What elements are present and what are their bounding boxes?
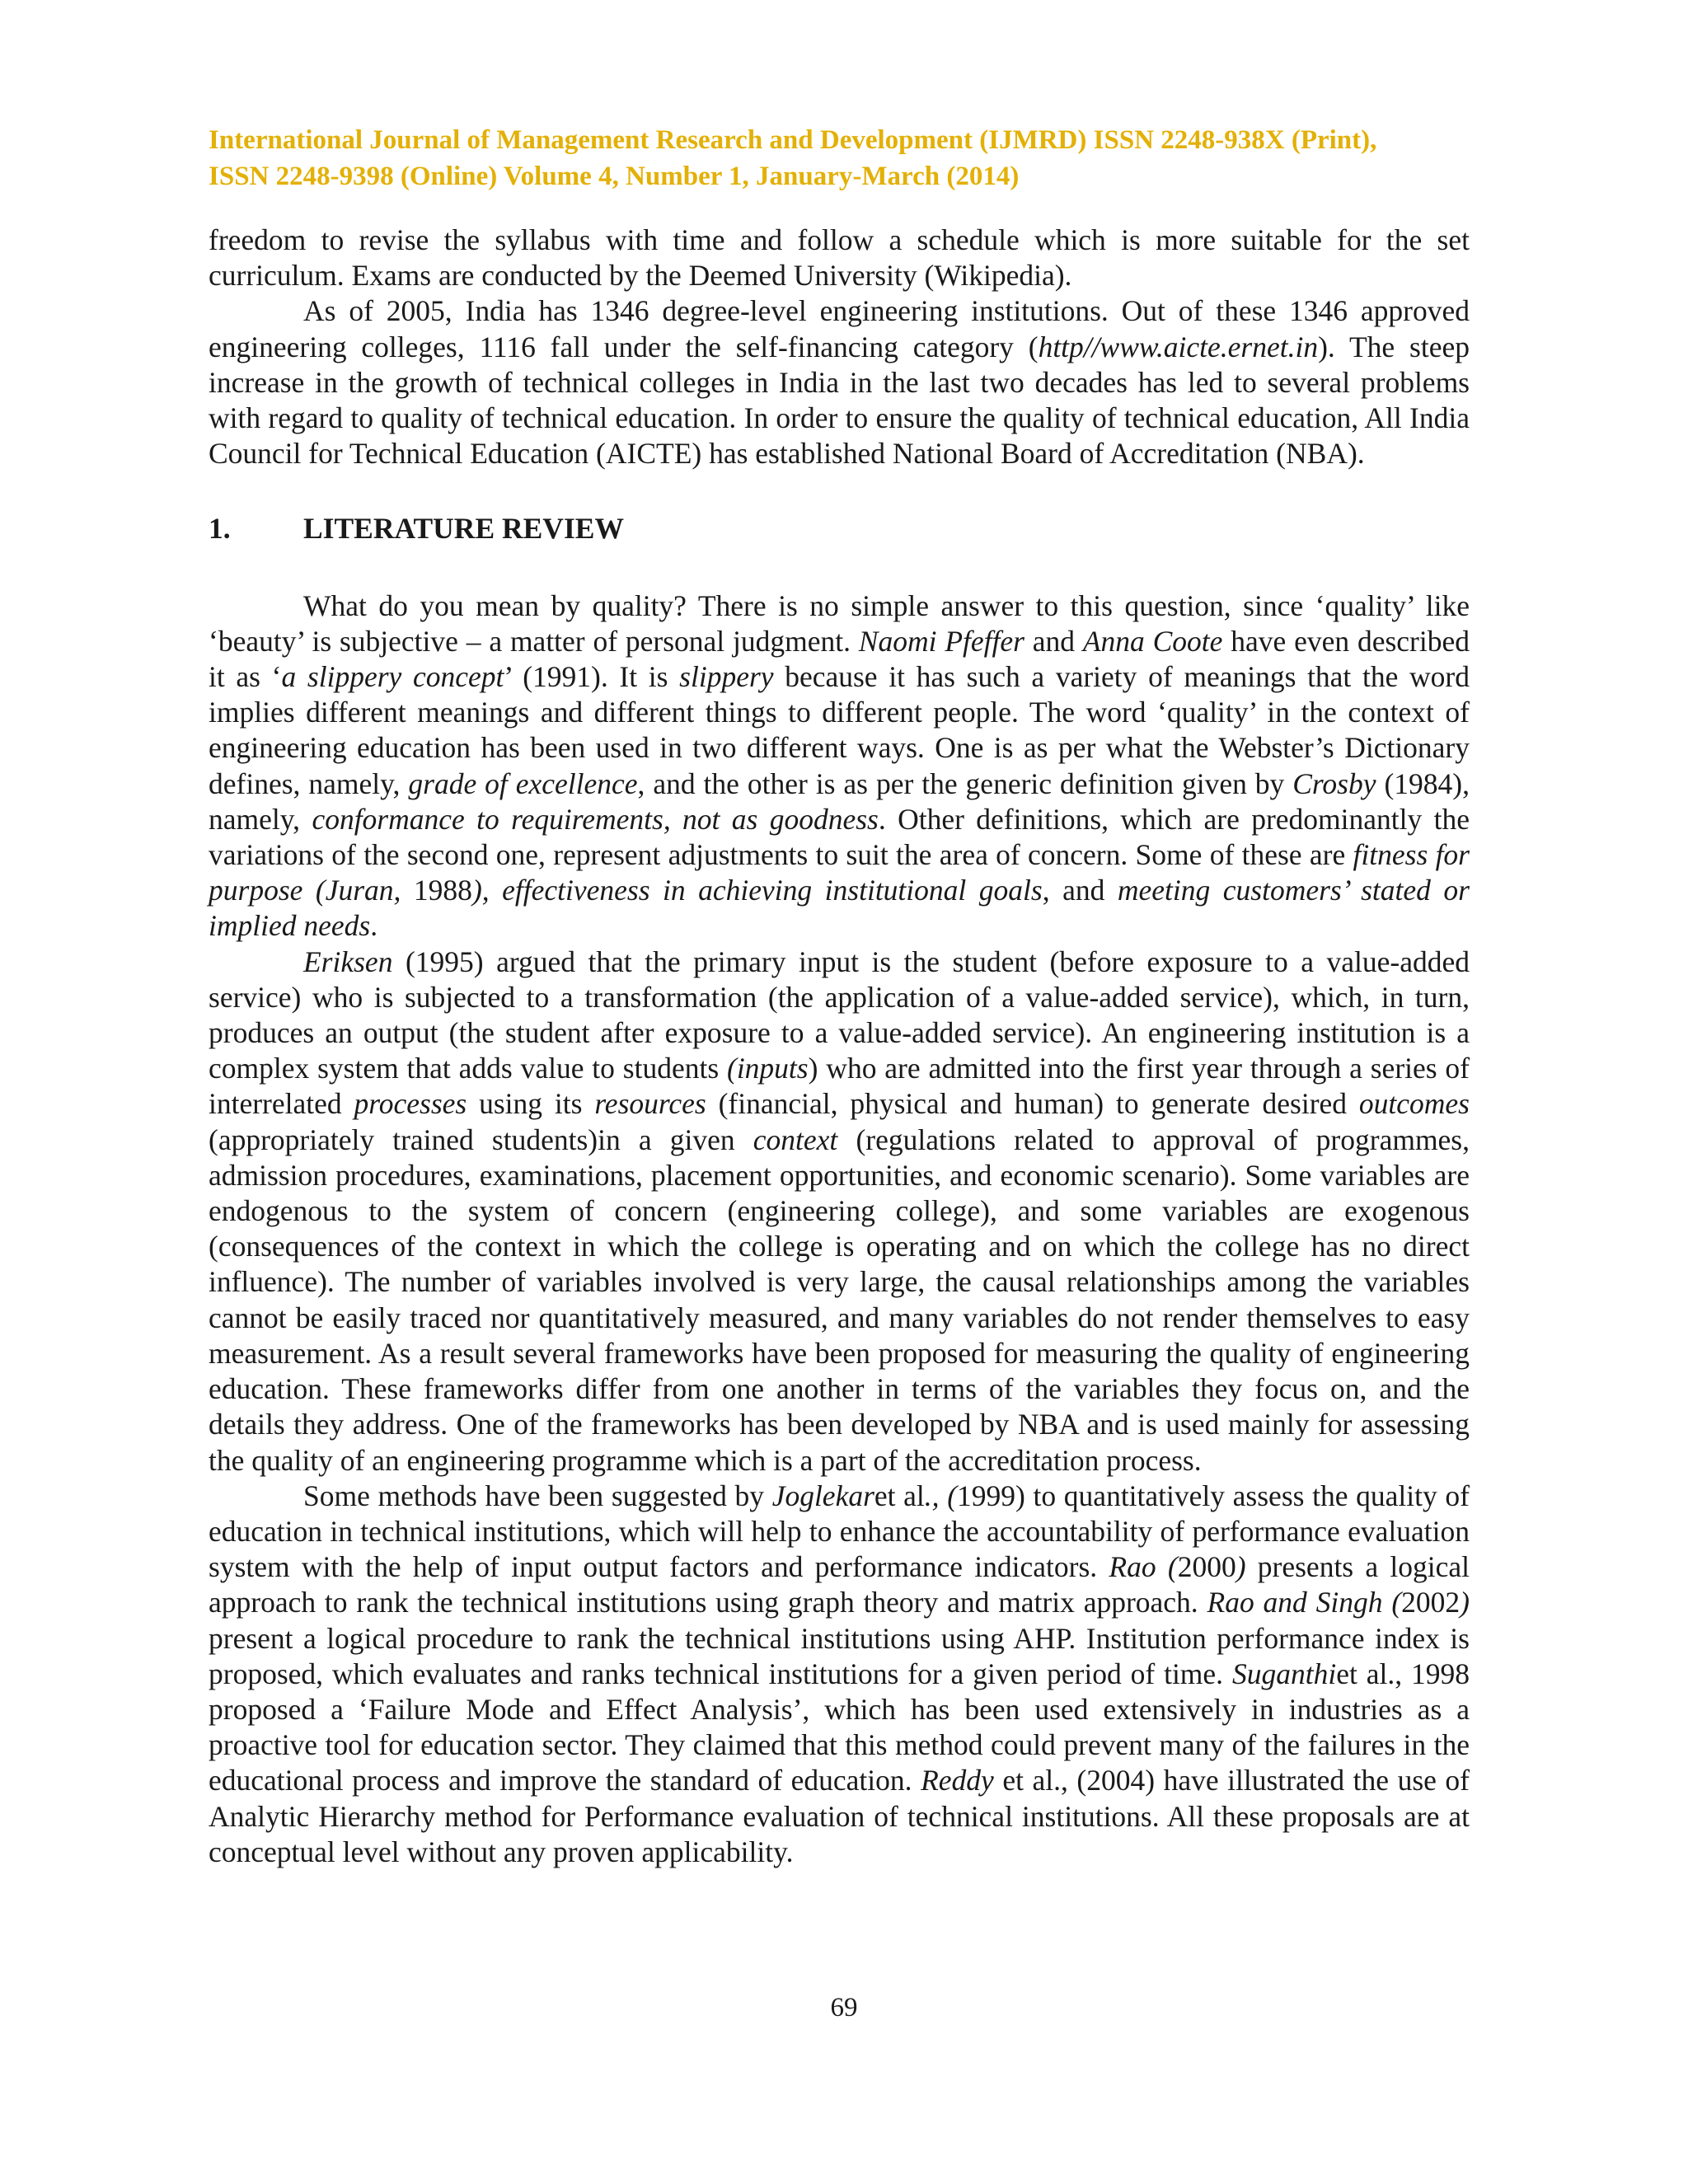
italic-run: Joglekar [771,1479,874,1512]
text-run: As of 2005, India has 1346 degree-level engineering institutions. Out of these 1346 approved engineering colleges, 1116 fall under the self-financing category ( [209,294,1470,363]
italic-run: Rao ( [1109,1550,1178,1584]
italic-run: Naomi Pfeffer [858,624,1025,658]
italic-run: resources [594,1087,706,1121]
paragraph-methods [209,1479,1470,1870]
text-run: and [1024,624,1083,658]
text-run: using its [467,1087,595,1121]
text-run: because it has such a variety of meanings that the word implies different meanings and different things to different people. The word ‘quality’ in the context of engineering education has been used in two different ways. One is as per what the Webster’s Dictionary defines, namely, [209,660,1470,800]
italic-run: meeting customers’ stated or implied needs [209,874,1470,943]
section-heading [209,511,1470,546]
text-run: . [370,909,378,943]
text-run: What do you mean by quality? There is no simple answer to this question, since ‘quality’ like ‘beauty’ is subjective – a matter of personal judgment. [209,588,1470,658]
journal-header-line-2: ISSN 2248-9398 (Online) Volume 4, Number 1, January-March (2014) [209,162,1020,191]
paragraph-continuation: freedom to revise the syllabus with time and follow a schedule which is more suitable for the set curriculum. Exams are conducted by the Deemed University (Wikipedia). [209,223,1470,293]
paragraph-institutions [209,293,1470,471]
text-run: present a logical procedure to rank the technical institutions using AHP. Institution performance index is proposed, which evaluates and ranks technical institutions for a given period of time. [209,1621,1470,1690]
text-run: 1999) to quantitatively assess the quality of education in technical institutions, which will help to enhance the accountability of performance evaluation system with the help of input output factors and performance indicators. [209,1479,1470,1584]
text-run: (regulations related to approval of programmes, admission procedures, examinations, placement opportunities, and economic scenario). Some variables are endogenous to the system of concern (engineering college), and some variables are exogenous (consequences of the context in which the college is operating and on which the college has no direct influence). The number of variables involved is very large, the causal relationships among the variables cannot be easily traced nor quantitatively measured, and many variables do not render themselves to easy measurement. As a result several frameworks have been proposed for measuring the quality of engineering education. These frameworks differ from one another in terms of the variables they focus on, and the details they address. One of the frameworks has been developed by NBA and is used mainly for assessing the quality of an engineering programme which is a part of the accreditation process. [209,1122,1470,1477]
italic-run: ., ( [924,1479,958,1512]
aicte-url-link[interactable]: http//www.aicte.ernet.in [1038,330,1319,363]
text-run: et al., (2004) have illustrated the use of Analytic Hierarchy method for Performance evaluation of technical institutions. All these proposals are at conceptual level without any proven applicability. [209,1764,1470,1868]
italic-run: Reddy [921,1764,994,1797]
text-run: ’ (1991). It is [504,660,680,694]
italic-run: Crosby [1292,766,1376,800]
italic-run: Eriksen [303,944,393,978]
text-run: et al., 1998 proposed a ‘Failure Mode and Effect Analysis’, which has been used extensively in industries as a proactive tool for education sector. They claimed that this method could prevent many of the failures in the educational process and improve the standard of education. [209,1657,1470,1797]
text-run: , and the other is as per the generic definition given by [637,766,1293,800]
section-number: 1. [209,512,231,546]
italic-run: ) [1236,1550,1246,1584]
text-run: have even described it as ‘ [209,624,1470,694]
italic-run: fitness for purpose (Juran, [209,838,1470,907]
italic-run: Anna Coote [1082,624,1223,658]
italic-run: ), effectiveness in achieving institutional goals [471,874,1043,907]
text-run: (1995) argued that the primary input is the student (before exposure to a value-added service) who is subjected to a transformation (the application of a value-added service), which, in turn, produces an output (the student after exposure to a value-added service). An engineering institution is a complex system that adds value to students [209,944,1470,1085]
italic-run: processes [354,1087,467,1121]
text-run: , and [1042,874,1118,907]
text-run: (1984), namely, [209,766,1470,836]
italic-run: a slippery concept [281,660,504,694]
body-text [209,223,1470,1870]
text-run: et al [874,1479,925,1512]
italic-run: context [753,1122,838,1156]
text-run: 1988 [401,874,472,907]
italic-run: ) [1460,1586,1470,1619]
text-run: presents a logical approach to rank the technical institutions using graph theory and matrix approach. [209,1550,1470,1619]
page-number: 69 [830,1993,858,2022]
text-run: (financial, physical and human) to generate desired [706,1087,1359,1121]
italic-run: outcomes [1358,1087,1470,1121]
italic-run: grade of excellence [408,766,638,800]
text-run: ). The steep increase in the growth of technical colleges in India in the last two decades has led to several problems with regard to quality of technical education. In order to ensure the quality of technical education, All India Council for Technical Education (AICTE) has established National Board of Accreditation (NBA). [209,330,1470,471]
text-run: Some methods have been suggested by [303,1479,772,1512]
journal-header-line-1: International Journal of Management Research and Development (IJMRD) ISSN 2248-938X (Print), [209,125,1377,155]
italic-run: slippery [679,660,774,694]
text-run: (appropriately trained students)in a given [209,1122,753,1156]
journal-header [209,122,1486,194]
text-run: . Other definitions, which are predominantly the variations of the second one, represent adjustments to suit the area of concern. Some of these are [209,802,1470,872]
italic-run: Suganthi [1231,1657,1337,1690]
italic-run: Rao and Singh ( [1207,1586,1402,1619]
section-title: LITERATURE REVIEW [303,512,624,546]
italic-run: (inputs [727,1052,809,1085]
paragraph-quality-definition [209,588,1470,944]
text-run: 2002 [1401,1586,1461,1619]
text-run: ) who are admitted into the first year through a series of interrelated [209,1052,1470,1121]
text-run: 2000 [1177,1550,1236,1584]
paragraph-eriksen [209,944,1470,1479]
italic-run: conformance to requirements, not as goodness [312,802,879,836]
